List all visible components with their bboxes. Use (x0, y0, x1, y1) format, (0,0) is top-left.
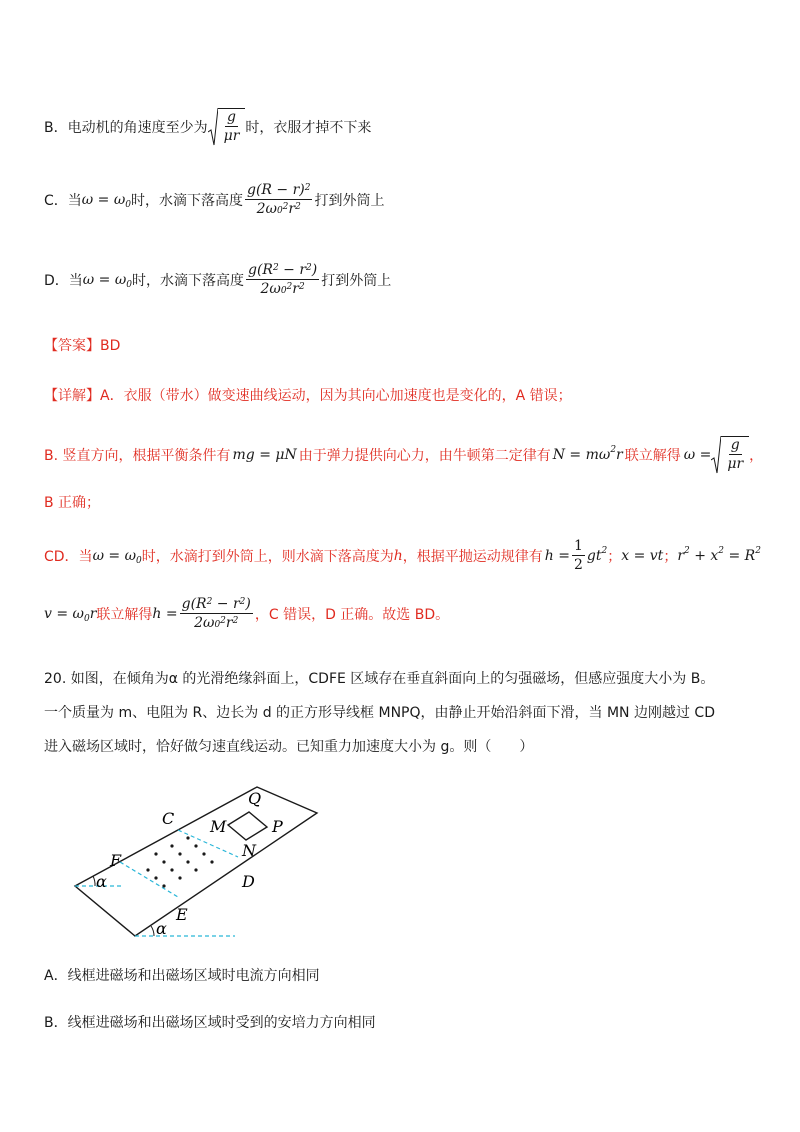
detail-line-1-text: 【详解】A．衣服（带水）做变速曲线运动，因为其向心加速度也是变化的，A 错误； (44, 388, 572, 404)
question-line-1 (44, 665, 714, 693)
eq-gt2: $gt^2$ (586, 545, 608, 564)
detail-line-2-text-a: B. 竖直方向，根据平衡条件有 (44, 448, 231, 464)
var-h: h (393, 547, 403, 564)
sep-1: ； (607, 548, 622, 565)
label-c: C (162, 809, 175, 828)
frac-num: g (227, 109, 236, 125)
detail-line-4 (44, 538, 761, 573)
magnetic-field-dots (146, 836, 213, 887)
detail-line-5-text-b: ，C 错误，D 正确。故选 BD。 (254, 606, 450, 623)
label-n: N (242, 841, 256, 860)
detail-line-4-text-c: ，根据平抛运动规律有 (402, 548, 543, 565)
question-line-3-text: 进入磁场区域时，恰好做匀速直线运动。已知重力加速度大小为 g。则（ ） (44, 739, 534, 755)
option-b-text2: 时，衣服才掉不下来 (245, 120, 372, 136)
frac-den: μr (223, 128, 240, 144)
answer-text: 【答案】BD (44, 338, 121, 354)
incline-figure (60, 780, 340, 945)
boundary-cd (178, 830, 238, 857)
option-d-text3: 打到外筒上 (321, 272, 392, 289)
detail-line-5-text-a: 联立解得 (96, 606, 153, 623)
sep-2: ； (663, 548, 678, 565)
detail-line-4-text-b: 时，水滴打到外筒上，则水滴下落高度为 (141, 548, 394, 565)
option-d (44, 262, 391, 297)
detail-line-2-end: ， (749, 448, 764, 464)
label-e: E (176, 905, 188, 924)
detail-line-2-text-b: 由于弹力提供向心力，由牛顿第二定律有 (298, 448, 551, 464)
eq-omega: ω = (683, 447, 712, 463)
angle-arc-bottom (151, 926, 154, 936)
detail-line-2-text-c: 联立解得 (624, 448, 681, 464)
question-line-1-text: 20. 如图，在倾角为α 的光滑绝缘斜面上，CDFE 区域存在垂直斜面向上的匀强磁场，但感应强度大小为 B。 (44, 671, 715, 687)
detail-line-5-fraction: $\frac{g(R^2 - r^2)}{2\omega_0^2r^2}$ (181, 596, 251, 631)
eq-n-mw2r: $N = m\omega^2r$ (552, 445, 623, 463)
choice-a-text: A．线框进磁场和出磁场区域时电流方向相同 (44, 968, 320, 984)
sqrt-g-over-mur (208, 108, 246, 146)
boundary-fe (120, 862, 178, 897)
eq-mg-mun: mg = μN (232, 447, 297, 463)
option-c-cond: $\omega = \omega_0$ (81, 191, 131, 210)
question-line-2-text: 一个质量为 m、电阻为 R、边长为 d 的正方形导线框 MNPQ，由静止开始沿斜面下滑，当 MN 边刚越过 CD (44, 705, 715, 721)
question-line-3 (44, 733, 533, 761)
detail-line-3 (44, 492, 100, 512)
detail-line-4-text-a: CD．当 (44, 548, 93, 565)
option-b-text1: 电动机的角速度至少为 (67, 120, 208, 136)
option-c-fraction: $\frac{g(R - r)^2}{2\omega_0^2r^2}$ (246, 182, 311, 217)
eq-omega-0: $\omega = \omega_0$ (92, 547, 142, 566)
label-f: F (110, 851, 122, 870)
detail-line-2 (44, 436, 763, 474)
choice-b-text: B．线框进磁场和出磁场区域时受到的安培力方向相同 (44, 1015, 376, 1031)
label-alpha-bottom: α (156, 919, 167, 938)
option-c (44, 182, 384, 217)
eq-x-vt: x = vt (621, 547, 664, 564)
eq-r2-x2-R2: $r^2 + x^2 = R^2$ (677, 545, 761, 564)
wire-frame-mnpq (228, 812, 267, 840)
detail-line-1 (44, 385, 572, 405)
eq-v: $v = \omega_0r$ (44, 605, 97, 624)
option-d-cond: $\omega = \omega_0$ (82, 271, 132, 290)
question-line-2 (44, 699, 715, 727)
frac-num: g(R − r) (246, 182, 305, 198)
sqrt-g-over-mur-2: $\frac{g}{\mu r}$ (711, 436, 749, 474)
option-d-fraction: $\frac{g(R^2 - r^2)}{2\omega_0^2r^2}$ (247, 262, 318, 297)
option-d-text2: 时，水滴下落高度 (131, 272, 244, 289)
answer-line (44, 335, 120, 355)
label-d: D (242, 872, 255, 891)
eq-h: h = (544, 547, 570, 564)
option-b-label: B． (44, 120, 68, 136)
option-c-text3: 打到外筒上 (314, 192, 385, 209)
option-c-text2: 时，水滴下落高度 (130, 192, 243, 209)
option-d-text1: 当 (68, 272, 83, 289)
choice-b (44, 1012, 376, 1032)
choice-a (44, 965, 320, 985)
eq-h-2: h = (152, 605, 178, 622)
detail-line-5 (44, 596, 449, 631)
angle-arc-top (93, 876, 95, 886)
option-c-text1: 当 (67, 192, 82, 209)
label-m: M (210, 817, 227, 836)
option-d-label: D． (44, 272, 69, 289)
detail-line-3-text: B 正确； (44, 495, 101, 511)
option-b (44, 108, 371, 146)
label-p: P (272, 817, 283, 836)
frac-half: $\frac{1}{2}$ (574, 538, 583, 573)
label-q: Q (248, 789, 262, 808)
option-c-label: C． (44, 192, 68, 209)
label-alpha-top: α (96, 872, 107, 891)
